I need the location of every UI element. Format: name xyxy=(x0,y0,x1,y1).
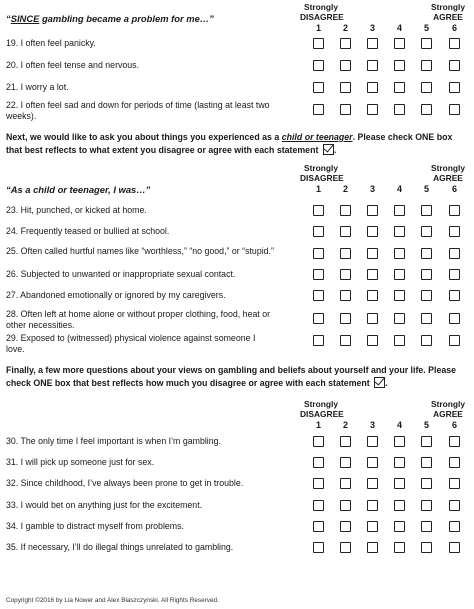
copyright-notice: Copyright ©2016 by Lia Nower and Alex Blaszczynski. All Rights Reserved. xyxy=(6,597,219,604)
scale-number-1: 1 xyxy=(315,184,321,194)
checkbox-q20-2[interactable] xyxy=(340,60,351,71)
checkbox-q34-4[interactable] xyxy=(394,521,405,532)
scale-number-1: 1 xyxy=(315,23,321,33)
question-29: 29. Exposed to (witnessed) physical violence against someone I love. xyxy=(6,333,256,354)
checkbox-q31-6[interactable] xyxy=(449,457,460,468)
checkbox-q22-3[interactable] xyxy=(367,104,378,115)
question-19: 19. I often feel panicky. xyxy=(6,38,96,48)
checkbox-q19-6[interactable] xyxy=(449,38,460,49)
checkbox-q24-3[interactable] xyxy=(367,226,378,237)
checkbox-q30-1[interactable] xyxy=(313,436,324,447)
checkbox-q21-4[interactable] xyxy=(394,82,405,93)
scale-numbers-1 xyxy=(0,23,474,35)
checkbox-q34-1[interactable] xyxy=(313,521,324,532)
scale-left-label: Strongly DISAGREE xyxy=(300,399,344,419)
checkbox-q20-1[interactable] xyxy=(313,60,324,71)
checkbox-q24-2[interactable] xyxy=(340,226,351,237)
scale-number-5: 5 xyxy=(423,23,429,33)
scale-number-1: 1 xyxy=(315,420,321,430)
checkbox-q30-4[interactable] xyxy=(394,436,405,447)
scale-numbers-2 xyxy=(0,184,474,196)
scale-number-5: 5 xyxy=(423,184,429,194)
checkbox-q27-6[interactable] xyxy=(449,290,460,301)
checkbox-q25-5[interactable] xyxy=(421,248,432,259)
scale-number-4: 4 xyxy=(396,184,402,194)
checkbox-q30-3[interactable] xyxy=(367,436,378,447)
checkbox-q28-6[interactable] xyxy=(449,313,460,324)
section-label-child: “As a child or teenager, I was…” xyxy=(6,184,151,195)
checkbox-q22-1[interactable] xyxy=(313,104,324,115)
checkbox-q21-3[interactable] xyxy=(367,82,378,93)
checkbox-q22-6[interactable] xyxy=(449,104,460,115)
checkbox-q33-5[interactable] xyxy=(421,500,432,511)
checkbox-q25-3[interactable] xyxy=(367,248,378,259)
checkbox-q23-2[interactable] xyxy=(340,205,351,216)
checkbox-q19-3[interactable] xyxy=(367,38,378,49)
checkbox-q21-5[interactable] xyxy=(421,82,432,93)
scale-right-label: Strongly AGREE xyxy=(431,399,465,419)
checkbox-q34-2[interactable] xyxy=(340,521,351,532)
checkbox-q33-2[interactable] xyxy=(340,500,351,511)
checkbox-q29-4[interactable] xyxy=(394,335,405,346)
checkbox-q24-1[interactable] xyxy=(313,226,324,237)
checkbox-q23-1[interactable] xyxy=(313,205,324,216)
scale-number-6: 6 xyxy=(451,184,457,194)
scale-number-2: 2 xyxy=(342,23,348,33)
checkbox-q31-4[interactable] xyxy=(394,457,405,468)
section-label-since: “SINCE gambling became a problem for me…” xyxy=(6,13,214,24)
checkbox-q19-4[interactable] xyxy=(394,38,405,49)
checkbox-q26-3[interactable] xyxy=(367,269,378,280)
checkbox-q30-2[interactable] xyxy=(340,436,351,447)
checkbox-q29-2[interactable] xyxy=(340,335,351,346)
checkbox-q25-1[interactable] xyxy=(313,248,324,259)
checkbox-q35-5[interactable] xyxy=(421,542,432,553)
checkbox-q29-3[interactable] xyxy=(367,335,378,346)
scale-right-label: Strongly AGREE xyxy=(431,163,465,183)
checkbox-q31-1[interactable] xyxy=(313,457,324,468)
scale-numbers-3 xyxy=(0,420,474,432)
checkbox-q21-6[interactable] xyxy=(449,82,460,93)
checkbox-q33-1[interactable] xyxy=(313,500,324,511)
checkbox-q35-2[interactable] xyxy=(340,542,351,553)
checkbox-q30-5[interactable] xyxy=(421,436,432,447)
checked-box-icon xyxy=(323,144,334,155)
checkbox-q21-1[interactable] xyxy=(313,82,324,93)
checkbox-q29-1[interactable] xyxy=(313,335,324,346)
checkbox-q20-4[interactable] xyxy=(394,60,405,71)
instruction-child-teenager: Next, we would like to ask you about things you experienced as a child or teenager. Please check ONE box that best reflects to what extent you disagree or agree with each statement . xyxy=(6,132,453,155)
question-25: 25. Often called hurtful names like “worthless,” “no good,” or “stupid.” xyxy=(6,246,274,256)
scale-number-3: 3 xyxy=(369,23,375,33)
checkbox-q32-3[interactable] xyxy=(367,478,378,489)
checkbox-q22-5[interactable] xyxy=(421,104,432,115)
checkbox-q26-1[interactable] xyxy=(313,269,324,280)
checkbox-q20-6[interactable] xyxy=(449,60,460,71)
scale-left-label: Strongly DISAGREE xyxy=(300,2,344,22)
checkbox-q35-4[interactable] xyxy=(394,542,405,553)
checkbox-q24-6[interactable] xyxy=(449,226,460,237)
question-23: 23. Hit, punched, or kicked at home. xyxy=(6,205,147,215)
checkbox-q26-6[interactable] xyxy=(449,269,460,280)
question-26: 26. Subjected to unwanted or inappropriate sexual contact. xyxy=(6,269,236,279)
checkbox-q27-2[interactable] xyxy=(340,290,351,301)
scale-number-6: 6 xyxy=(451,23,457,33)
checkbox-q26-5[interactable] xyxy=(421,269,432,280)
checkbox-q22-4[interactable] xyxy=(394,104,405,115)
scale-number-3: 3 xyxy=(369,184,375,194)
scale-number-6: 6 xyxy=(451,420,457,430)
checkbox-q21-2[interactable] xyxy=(340,82,351,93)
checkbox-q32-4[interactable] xyxy=(394,478,405,489)
checkbox-q32-1[interactable] xyxy=(313,478,324,489)
checkbox-q20-3[interactable] xyxy=(367,60,378,71)
question-24: 24. Frequently teased or bullied at school. xyxy=(6,226,170,236)
question-35: 35. If necessary, I’ll do illegal things unrelated to gambling. xyxy=(6,542,234,552)
checkbox-q24-5[interactable] xyxy=(421,226,432,237)
scale-number-5: 5 xyxy=(423,420,429,430)
question-22: 22. I often feel sad and down for periods of time (lasting at least two weeks). xyxy=(6,100,270,121)
checkbox-q27-5[interactable] xyxy=(421,290,432,301)
checkbox-q28-3[interactable] xyxy=(367,313,378,324)
checkbox-q30-6[interactable] xyxy=(449,436,460,447)
checkbox-q34-3[interactable] xyxy=(367,521,378,532)
checkbox-q26-2[interactable] xyxy=(340,269,351,280)
checkbox-q23-5[interactable] xyxy=(421,205,432,216)
checkbox-q25-2[interactable] xyxy=(340,248,351,259)
checkbox-q19-1[interactable] xyxy=(313,38,324,49)
checkbox-q28-2[interactable] xyxy=(340,313,351,324)
question-28: 28. Often left at home alone or without proper clothing, food, heat or other necessities. xyxy=(6,309,271,330)
checkbox-q33-6[interactable] xyxy=(449,500,460,511)
checkbox-q33-4[interactable] xyxy=(394,500,405,511)
checkbox-q20-5[interactable] xyxy=(421,60,432,71)
checkbox-q23-4[interactable] xyxy=(394,205,405,216)
checkbox-q28-5[interactable] xyxy=(421,313,432,324)
checkbox-q19-5[interactable] xyxy=(421,38,432,49)
question-20: 20. I often feel tense and nervous. xyxy=(6,60,140,70)
checkbox-q29-5[interactable] xyxy=(421,335,432,346)
question-33: 33. I would bet on anything just for the excitement. xyxy=(6,500,203,510)
question-21: 21. I worry a lot. xyxy=(6,82,69,92)
question-30: 30. The only time I feel important is when I’m gambling. xyxy=(6,436,221,446)
scale-right-label: Strongly AGREE xyxy=(431,2,465,22)
checked-box-icon xyxy=(374,377,385,388)
checkbox-q32-6[interactable] xyxy=(449,478,460,489)
checkbox-q31-2[interactable] xyxy=(340,457,351,468)
checkbox-q35-1[interactable] xyxy=(313,542,324,553)
checkbox-q34-6[interactable] xyxy=(449,521,460,532)
checkbox-q27-4[interactable] xyxy=(394,290,405,301)
checkbox-q35-3[interactable] xyxy=(367,542,378,553)
instruction-final: Finally, a few more questions about your views on gambling and beliefs about yourself and your life. Please check ONE box that best reflects how much you disagree or agree with each statement . xyxy=(6,365,457,388)
checkbox-q33-3[interactable] xyxy=(367,500,378,511)
checkbox-q25-4[interactable] xyxy=(394,248,405,259)
checkbox-q22-2[interactable] xyxy=(340,104,351,115)
question-32: 32. Since childhood, I’ve always been prone to get in trouble. xyxy=(6,478,244,488)
scale-number-4: 4 xyxy=(396,420,402,430)
checkbox-q26-4[interactable] xyxy=(394,269,405,280)
question-27: 27. Abandoned emotionally or ignored by my caregivers. xyxy=(6,290,226,300)
question-34: 34. I gamble to distract myself from problems. xyxy=(6,521,184,531)
checkbox-q34-5[interactable] xyxy=(421,521,432,532)
checkbox-q25-6[interactable] xyxy=(449,248,460,259)
checkbox-q28-4[interactable] xyxy=(394,313,405,324)
checkbox-q27-1[interactable] xyxy=(313,290,324,301)
scale-number-3: 3 xyxy=(369,420,375,430)
checkbox-q23-3[interactable] xyxy=(367,205,378,216)
checkbox-q23-6[interactable] xyxy=(449,205,460,216)
checkbox-q31-3[interactable] xyxy=(367,457,378,468)
question-31: 31. I will pick up someone just for sex. xyxy=(6,457,155,467)
checkbox-q29-6[interactable] xyxy=(449,335,460,346)
checkbox-q28-1[interactable] xyxy=(313,313,324,324)
checkbox-q24-4[interactable] xyxy=(394,226,405,237)
checkbox-q32-2[interactable] xyxy=(340,478,351,489)
scale-left-label: Strongly DISAGREE xyxy=(300,163,344,183)
checkbox-q27-3[interactable] xyxy=(367,290,378,301)
checkbox-q19-2[interactable] xyxy=(340,38,351,49)
scale-number-2: 2 xyxy=(342,420,348,430)
checkbox-q32-5[interactable] xyxy=(421,478,432,489)
scale-number-2: 2 xyxy=(342,184,348,194)
checkbox-q31-5[interactable] xyxy=(421,457,432,468)
checkbox-q35-6[interactable] xyxy=(449,542,460,553)
scale-number-4: 4 xyxy=(396,23,402,33)
